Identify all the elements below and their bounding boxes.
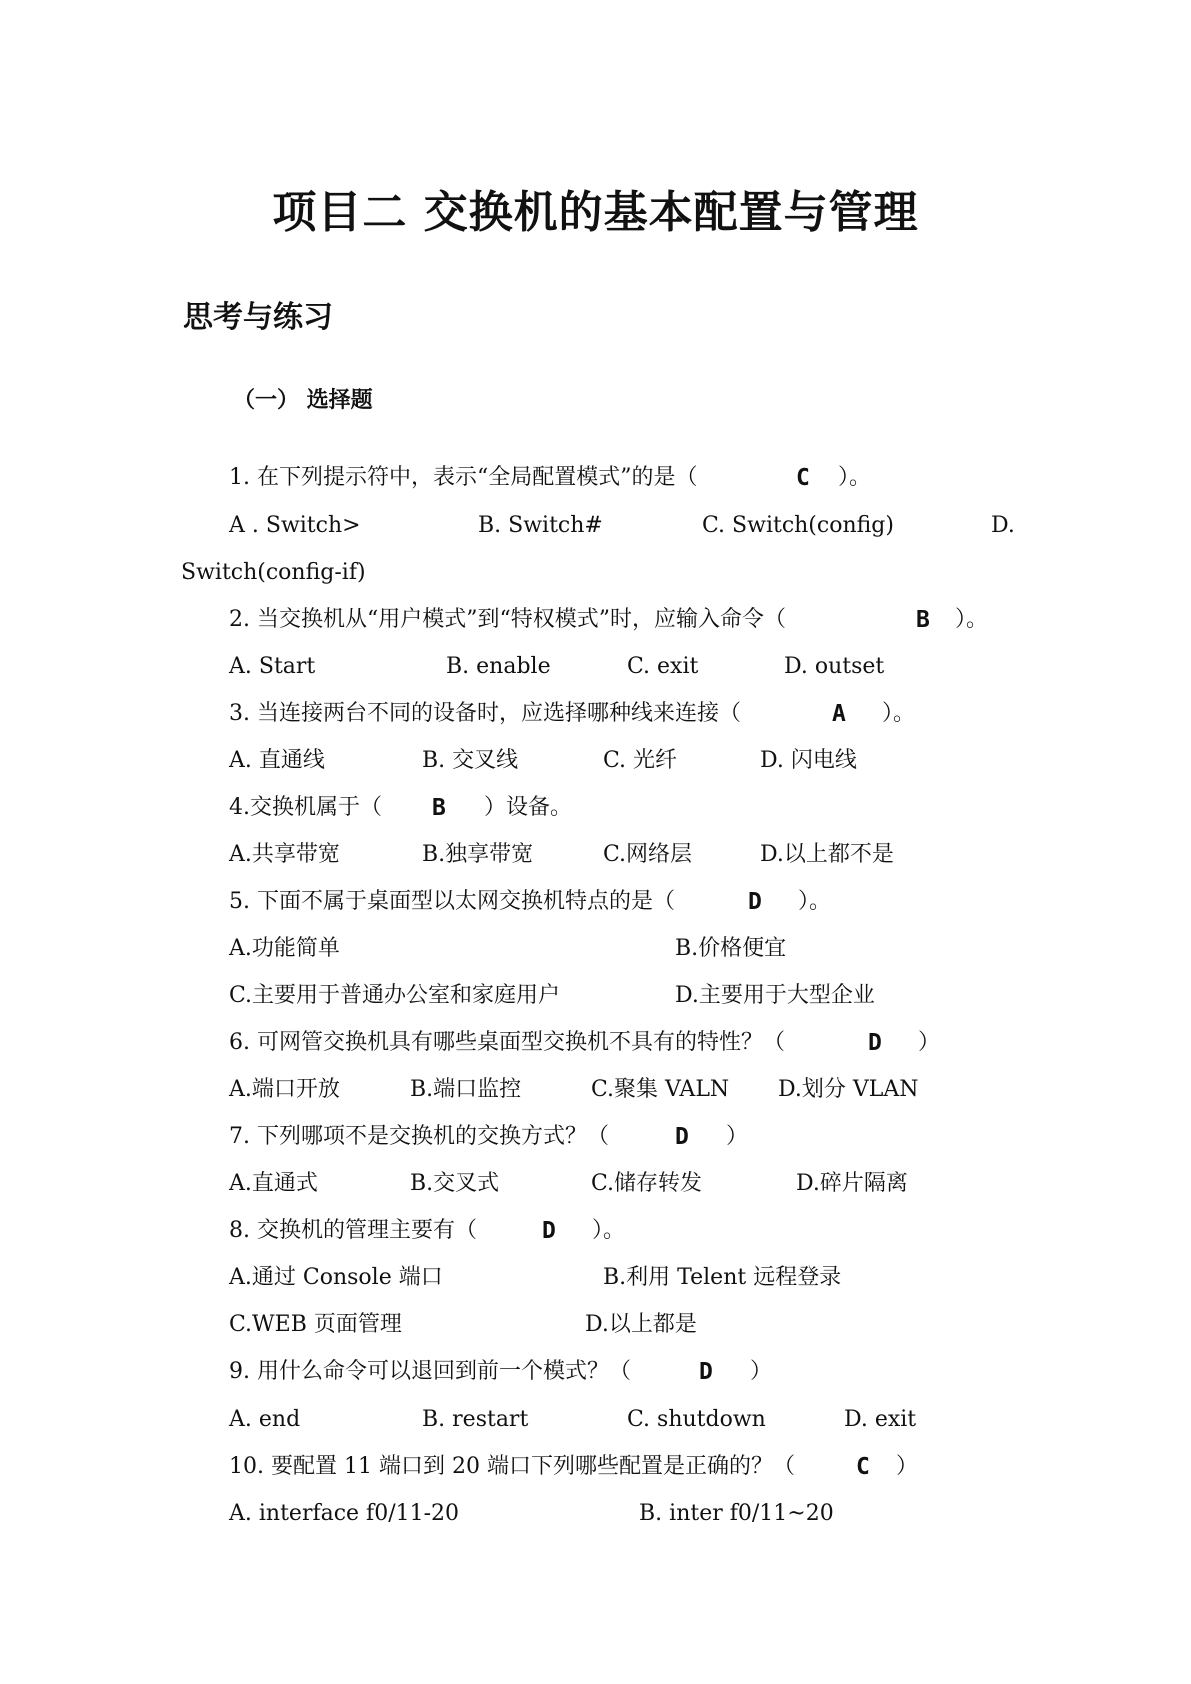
question-close: ）	[918, 1030, 941, 1055]
question-text: 3. 当连接两台不同的设备时，应选择哪种线来连接（	[229, 701, 741, 726]
option-a: A.共享带宽	[229, 842, 340, 867]
option-b: B. restart	[422, 1407, 529, 1432]
option-a: A. Start	[229, 654, 316, 679]
option-c: C. exit	[627, 654, 699, 679]
answer-mark: D	[542, 1218, 556, 1244]
question-close: ）。	[882, 701, 916, 726]
option-b: B.交叉式	[410, 1171, 500, 1196]
question-close: ）	[750, 1359, 773, 1384]
option-d: D.主要用于大型企业	[675, 983, 875, 1008]
option-a: A.端口开放	[229, 1077, 340, 1102]
question-close: ）	[726, 1124, 749, 1149]
option-c: C.聚集 VALN	[591, 1077, 730, 1102]
answer-mark: D	[868, 1030, 882, 1056]
option-c: C.WEB 页面管理	[229, 1312, 402, 1337]
option-c: C. 光纤	[603, 748, 678, 773]
option-d: D. 闪电线	[760, 748, 857, 773]
option-b: B.利用 Telent 远程登录	[603, 1265, 842, 1290]
option-b: B.端口监控	[410, 1077, 522, 1102]
question-text: 2. 当交换机从“用户模式”到“特权模式”时，应输入命令（	[229, 607, 786, 632]
answer-mark: D	[748, 889, 762, 915]
option-d: D.以上都不是	[760, 842, 894, 867]
option-a: A. 直通线	[229, 748, 325, 773]
question-text: 5. 下面不属于桌面型以太网交换机特点的是（	[229, 889, 675, 914]
option-c: C.主要用于普通办公室和家庭用户	[229, 983, 561, 1008]
question-close: ）。	[592, 1218, 626, 1243]
option-c: C.网络层	[603, 842, 693, 867]
option-d: D. outset	[784, 654, 885, 679]
question-text: 10. 要配置 11 端口到 20 端口下列哪些配置是正确的？（	[229, 1454, 795, 1479]
subsection-heading: （一） 选择题	[233, 388, 373, 413]
question-close: ）	[896, 1454, 919, 1479]
question-text: 4.交换机属于（	[229, 795, 382, 820]
option-a: A. end	[229, 1407, 301, 1432]
answer-mark: B	[432, 795, 446, 821]
question-close: ）。	[955, 607, 989, 632]
page-title: 项目二 交换机的基本配置与管理	[272, 187, 919, 238]
question-text: 1. 在下列提示符中，表示“全局配置模式”的是（	[229, 465, 698, 490]
option-b: B. enable	[446, 654, 551, 679]
answer-mark: D	[699, 1359, 713, 1385]
option-a: A.直通式	[229, 1171, 318, 1196]
question-text: 7. 下列哪项不是交换机的交换方式？（	[229, 1124, 609, 1149]
option-b: B.价格便宜	[675, 936, 787, 961]
option-b: B. 交叉线	[422, 748, 519, 773]
answer-mark: D	[675, 1124, 689, 1150]
section-heading: 思考与练习	[183, 300, 333, 335]
option-d-continued: Switch(config-if)	[181, 560, 366, 585]
option-c: C. shutdown	[627, 1407, 766, 1432]
option-c: C. Switch(config)	[702, 513, 894, 538]
option-d: D. exit	[844, 1407, 917, 1432]
option-c: C.储存转发	[591, 1171, 703, 1196]
option-a: A . Switch>	[229, 513, 361, 538]
option-a: A.功能简单	[229, 936, 340, 961]
option-d: D.碎片隔离	[796, 1171, 908, 1196]
answer-mark: A	[832, 701, 846, 727]
answer-mark: C	[856, 1454, 870, 1480]
answer-mark: B	[916, 607, 930, 633]
question-close: ）。	[798, 889, 832, 914]
option-a: A. interface f0/11-20	[229, 1501, 460, 1526]
question-close: ）设备。	[484, 795, 573, 820]
option-d: D.	[991, 513, 1015, 538]
question-text: 9. 用什么命令可以退回到前一个模式？（	[229, 1359, 631, 1384]
question-close: ）。	[838, 465, 872, 490]
option-b: B. Switch#	[478, 513, 603, 538]
option-b: B.独享带宽	[422, 842, 534, 867]
question-text: 8. 交换机的管理主要有（	[229, 1218, 477, 1243]
option-b: B. inter f0/11~20	[639, 1501, 834, 1526]
option-d: D.划分 VLAN	[778, 1077, 919, 1102]
option-d: D.以上都是	[585, 1312, 697, 1337]
answer-mark: C	[796, 465, 810, 491]
question-text: 6. 可网管交换机具有哪些桌面型交换机不具有的特性？（	[229, 1030, 785, 1055]
option-a: A.通过 Console 端口	[229, 1265, 443, 1290]
